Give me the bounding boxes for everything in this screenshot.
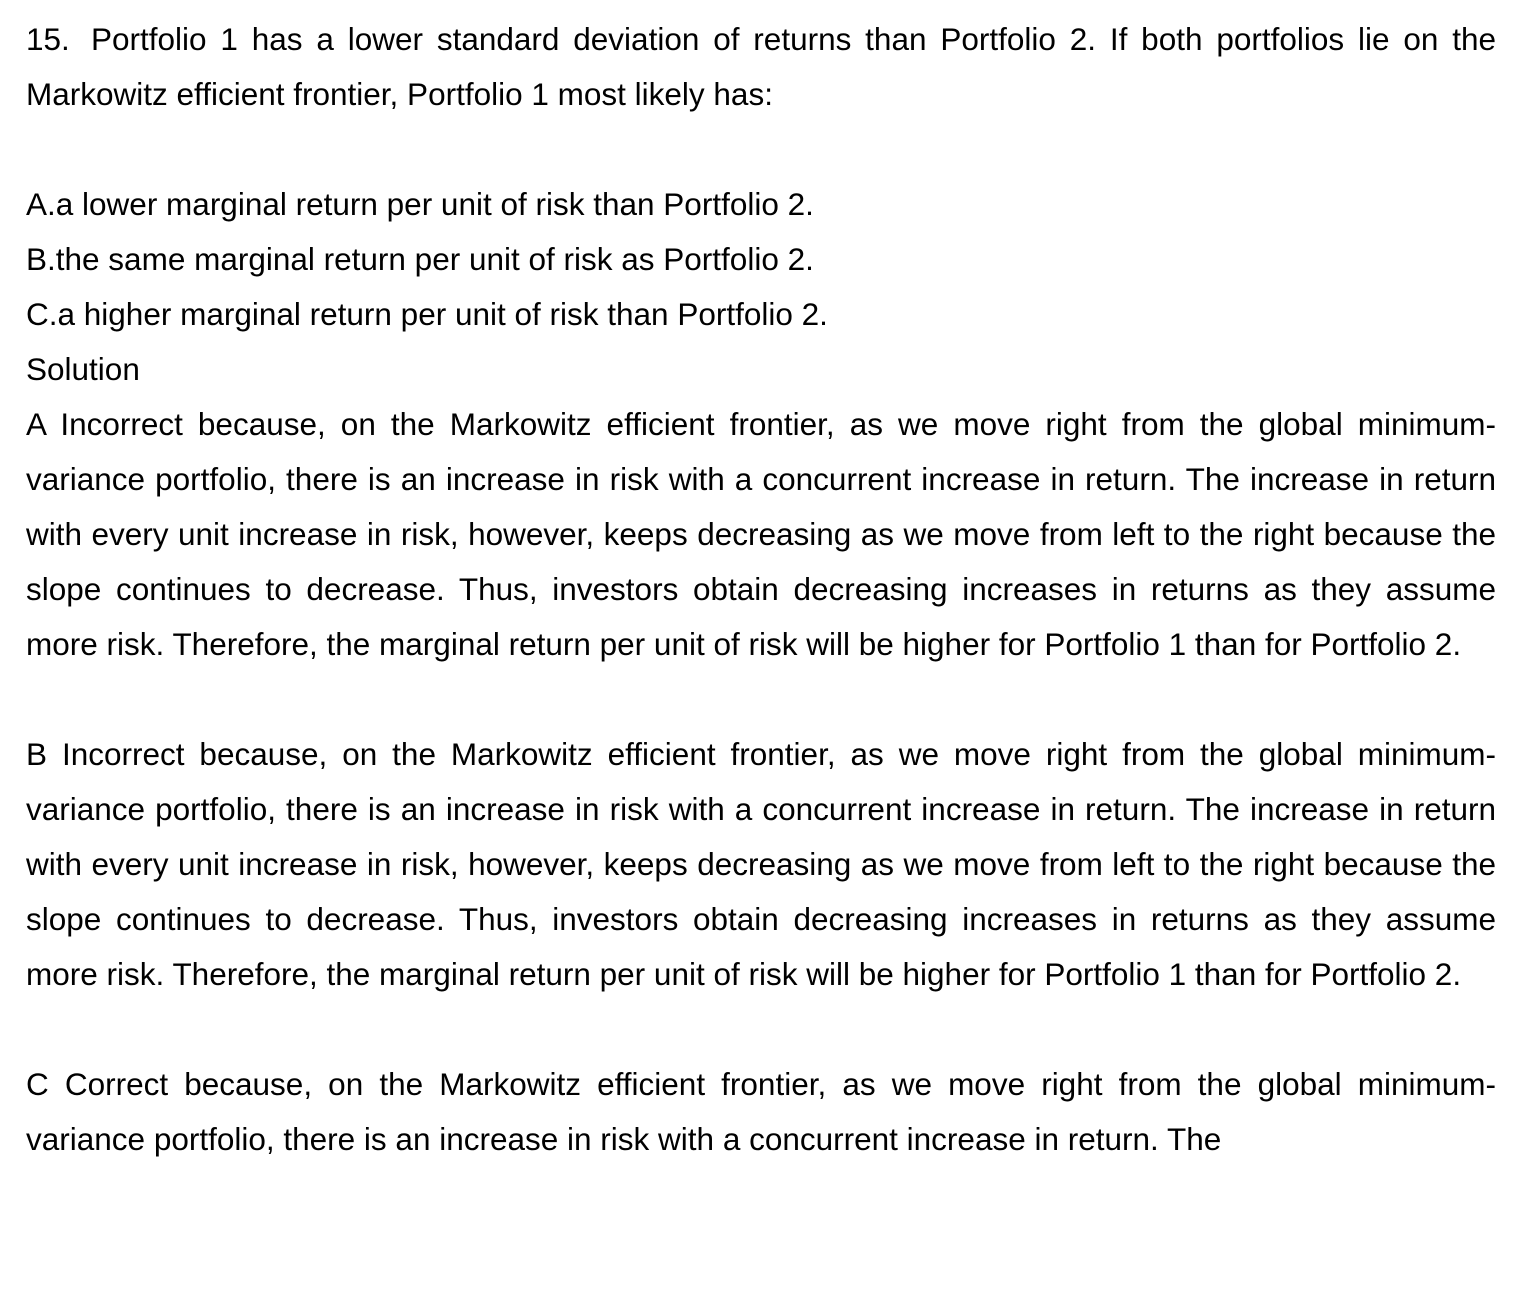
option-c bbox=[26, 287, 1496, 342]
spacer bbox=[26, 1002, 1496, 1057]
option-b bbox=[26, 232, 1496, 287]
option-b-label: B. bbox=[26, 241, 56, 277]
explanation-b: B Incorrect because, on the Markowitz efficient frontier, as we move right from the global minimum-variance portfolio, there is an increase in risk with a concurrent increase in return. The increase in return with every unit increase in risk, however, keeps decreasing as we move from left to the right because the slope continues to decrease. Thus, investors obtain decreasing increases in returns as they assume more risk. Therefore, the marginal return per unit of risk will be higher for Portfolio 1 than for Portfolio 2. bbox=[26, 736, 1496, 992]
question-number: 15. bbox=[26, 21, 70, 57]
explanation-c: C Correct because, on the Markowitz efficient frontier, as we move right from the global minimum-variance portfolio, there is an increase in risk with a concurrent increase in return. The bbox=[26, 1066, 1496, 1157]
option-c-text: a higher marginal return per unit of risk than Portfolio 2. bbox=[57, 296, 828, 332]
solution-heading: Solution bbox=[26, 351, 140, 387]
question bbox=[26, 12, 1496, 122]
option-c-label: C. bbox=[26, 296, 58, 332]
option-a bbox=[26, 177, 1496, 232]
option-b-text: the same marginal return per unit of risk as Portfolio 2. bbox=[55, 241, 814, 277]
option-a-label: A. bbox=[26, 186, 56, 222]
option-a-text: a lower marginal return per unit of risk than Portfolio 2. bbox=[55, 186, 814, 222]
explanation-a: A Incorrect because, on the Markowitz efficient frontier, as we move right from the global minimum-variance portfolio, there is an increase in risk with a concurrent increase in return. The increase in return with every unit increase in risk, however, keeps decreasing as we move from left to the right because the slope continues to decrease. Thus, investors obtain decreasing increases in returns as they assume more risk. Therefore, the marginal return per unit of risk will be higher for Portfolio 1 than for Portfolio 2. bbox=[26, 406, 1496, 662]
document-page bbox=[26, 12, 1496, 1167]
question-text: Portfolio 1 has a lower standard deviation of returns than Portfolio 2. If both portfolios lie on the Markowitz efficient frontier, Portfolio 1 most likely has: bbox=[26, 21, 1496, 112]
spacer bbox=[26, 122, 1496, 177]
spacer bbox=[26, 672, 1496, 727]
